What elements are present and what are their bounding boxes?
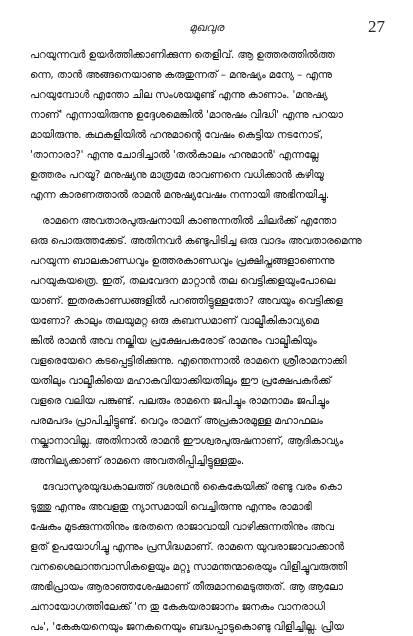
running-header [0,17,413,39]
text-line: പം', 'കേകയനെയും ജനകനെയും ബദ്ധപ്പാടുകൊണ്ടു വിളിച്ചില്ല. പ്രിയ [30,621,344,633]
text-line: പറയുന്ന ബാലകാണ്ഡവും ഉത്തരകാണ്ഡവും പ്രക്ഷിപ്തങ്ങളാണെന്നു [30,255,335,267]
text-line: മായിരുന്നു. കഥകളിയിൽ ഹനുമാന്റെ വേഷം കെട്ടിയ നടനോട്, [30,129,323,141]
text-line: പറയുന്നവർ ഉയർത്തിക്കാണിക്കുന്ന തെളിവ്. ആ ഉത്തരത്തിൽത്ത [30,49,335,61]
running-title: മുഖവുര [189,21,224,34]
text-line: ഷേകം മുടക്കുന്നതിനും ഭരതനെ രാജാവായി വാഴിക്കുന്നതിനും അവ [30,521,334,533]
text-line: ന്നെ, താൻ അങ്ങനെയാണു കരുതുന്നത് – മനുഷ്യം മന്യേ – എന്നു [30,69,332,81]
text-line: 'താനാരാ?' എന്നു ചോദിച്ചാൽ 'തൽകാലം ഹനുമാൻ' എന്നല്ലേ [30,149,319,161]
text-line: വളരെയേറെ കടപ്പെട്ടിരിക്കുന്നു. എന്തെന്നാൽ രാമനെ ശ്രീരാമനാക്കി [30,355,347,367]
text-line: ടുത്തു എന്നും അവളതു ന്യാസമായി വെച്ചിരുന്നു എന്നും രാമാഭി [30,501,312,513]
text-line: യതിലും വാല്മീകിയെ മഹാകവിയാക്കിയതിലും ഈ പ്രക്ഷേപകർക്ക് [30,375,332,387]
text-line: നാണ്' എന്നായിരുന്നു ഉദ്ദേശമെങ്കിൽ 'മാനുഷം വിദ്ധി' എന്നു പറയാ [30,109,343,121]
text-line: ദേവാസുരയുദ്ധകാലത്ത് ദശരഥൻ കൈകേയിക്ക് രണ്ടു വരം കൊ [42,481,342,493]
text-line: പറയുകയത്രെ. ഇത്, തലവേദന മാറ്റാൻ തല വെട്ടിക്കളയുംപോലെ [30,275,336,287]
text-line: ഉത്തരം പറയൂ? മനുഷ്യനു മാത്രമേ രാവണനെ വധിക്കാൻ കഴിയൂ [30,169,324,181]
text-line: രാമനെ അവതാരപുരുഷനായി കാണുന്നതിൽ ചിലർക്ക് എന്തോ [42,215,337,227]
text-line: യാണ്. ഇതരകാണ്ഡങ്ങളിൽ പറഞ്ഞിട്ടുള്ളതോ? അവയും വെട്ടിക്കള [30,295,343,307]
text-line: ഒരു പൊരുത്തക്കേട്. അതിനവർ കണ്ടുപിടിച്ച ഒരു വാദം അവതാരമെന്നു [30,235,362,247]
text-line: ളത് ഉപയോഗിച്ചു എന്നും പ്രസിദ്ധമാണ്. രാമനെ യുവരാജാവാക്കാൻ [30,541,344,553]
text-line: നല്കാനാവില്ല. അതിനാൽ രാമൻ ഈശ്വരപുരുഷനാണ്, ആദികാവ്യം [30,435,344,447]
text-line: ങ്കിൽ രാമൻ അവ നല്കിയ പ്രക്ഷേപകരോട് രാമനും വാല്മീകിയും [30,335,317,347]
page-number: 27 [368,17,385,36]
text-line: പറയുമ്പോൾ എന്തോ ചില സംശയമുണ്ട് എന്നു കാണാം. 'മനുഷ്യ [30,89,328,101]
text-line: വളരെ വലിയ പങ്കുണ്ട്. പലരും രാമനെ ജപിച്ചും രാമനാമം ജപിച്ചും [30,395,330,407]
text-line: അഭിപ്രായം ആരാഞ്ഞശേഷമാണ് തീരുമാനമെടുത്തത്. ആ ആലോ [30,581,343,593]
text-line: അനില്യക്കാണ് രാമനെ അവതരിപ്പിച്ചിട്ടുള്ളതും. [30,455,245,467]
text-line: യണോ? കാലും തലയുമറ്റ ഒരു കബന്ധമാണ് വാല്മീകികാവ്യമെ [30,315,319,327]
text-line: പരമപദം പ്രാപിച്ചിട്ടുണ്ട്. വെറും രാമന് അപ്രകാരമുള്ള മഹാഫലം [30,415,323,427]
text-line: ചനായോഗത്തിലേക്ക് 'ന തു കേകയരാജാനം ജനകം വാനരാധി [30,601,325,613]
text-line: വനശൈലാന്തവാസികളെയും മറ്റു സാമന്തന്മാരെയും വിളിച്ചുവരുത്തി [30,561,348,573]
text-line: എന്ന കാരണത്താൽ രാമൻ മനുഷ്യവേഷം നന്നായി അഭിനയിച്ചു. [30,189,330,201]
